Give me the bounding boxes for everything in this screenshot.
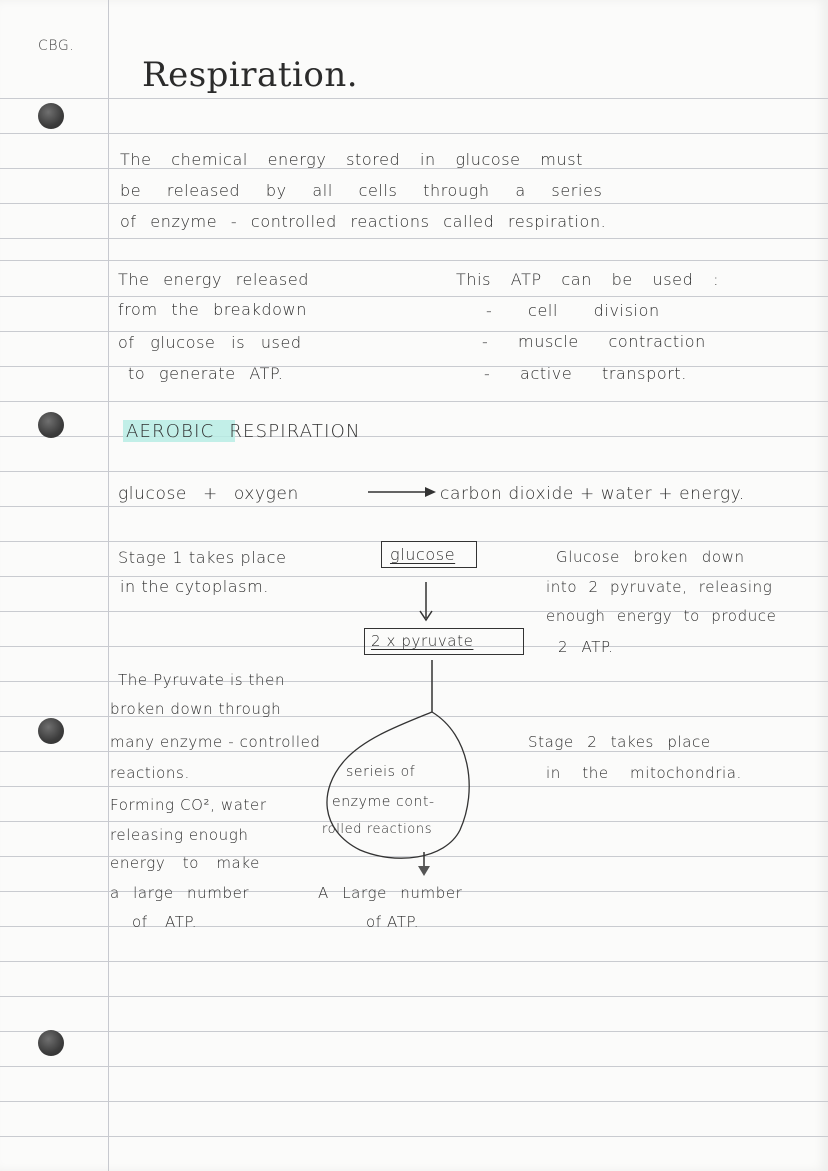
stage2-note-line: a large number [110, 884, 250, 902]
stage2-note-line: many enzyme - controlled [110, 733, 321, 751]
atp-use-item: - muscle contraction [482, 332, 706, 351]
energy-note-line: of glucose is used [118, 333, 302, 352]
energy-note-line: The energy released [118, 270, 310, 289]
cycle-text-line: serieis of [346, 764, 416, 780]
equation-reactants: glucose + oxygen [118, 484, 299, 504]
stage2-right-note-line: Stage 2 takes place [528, 733, 711, 751]
cycle-text-line: rolled reactions [322, 822, 433, 837]
intro-line: be released by all cells through a series [120, 181, 603, 200]
intro-line: of enzyme - controlled reactions called respiration. [120, 212, 607, 231]
page-code: CBG. [38, 38, 75, 54]
stage2-note-line: Forming CO², water [110, 796, 267, 814]
stage1-note-line: in the cytoplasm. [120, 577, 269, 596]
page-title: Respiration. [142, 55, 359, 95]
stage2-note-line: releasing enough [110, 826, 249, 844]
atp-use-item: - active transport. [484, 364, 687, 383]
equation-arrow [368, 487, 436, 497]
stage1-right-note-line: Glucose broken down [556, 548, 745, 566]
stage2-note-line: of ATP. [132, 913, 198, 931]
stage2-right-note-line: in the mitochondria. [546, 764, 742, 782]
pyruvate-box-label: 2 x pyruvate [371, 632, 474, 650]
energy-note-line: from the breakdown [118, 300, 307, 319]
cycle-text-line: enzyme cont- [332, 794, 435, 810]
reaction-cycle [327, 712, 469, 858]
glucose-box-label: glucose [390, 545, 456, 564]
equation-products: carbon dioxide + water + energy. [440, 484, 745, 504]
intro-line: The chemical energy stored in glucose must [120, 150, 584, 169]
atp-use-item: - cell division [486, 301, 660, 320]
stage1-note-line: Stage 1 takes place [118, 548, 287, 567]
stage2-note-line: reactions. [110, 764, 190, 782]
atp-uses-intro: This ATP can be used : [456, 270, 720, 289]
stage2-note-line: energy to make [110, 854, 260, 872]
stage2-note-line: The Pyruvate is then [118, 671, 286, 689]
result-line: A Large number [318, 884, 463, 902]
stage1-right-note-line: enough energy to produce [546, 607, 777, 625]
down-arrow [418, 852, 430, 876]
stage2-note-line: broken down through [110, 700, 282, 718]
result-line: of ATP. [366, 913, 420, 931]
stage1-right-note-line: into 2 pyruvate, releasing [546, 578, 773, 596]
stage1-right-note-line: 2 ATP. [558, 638, 614, 656]
section-heading: AEROBIC RESPIRATION [126, 421, 361, 442]
energy-note-line: to generate ATP. [128, 364, 284, 383]
down-arrow [420, 582, 432, 620]
